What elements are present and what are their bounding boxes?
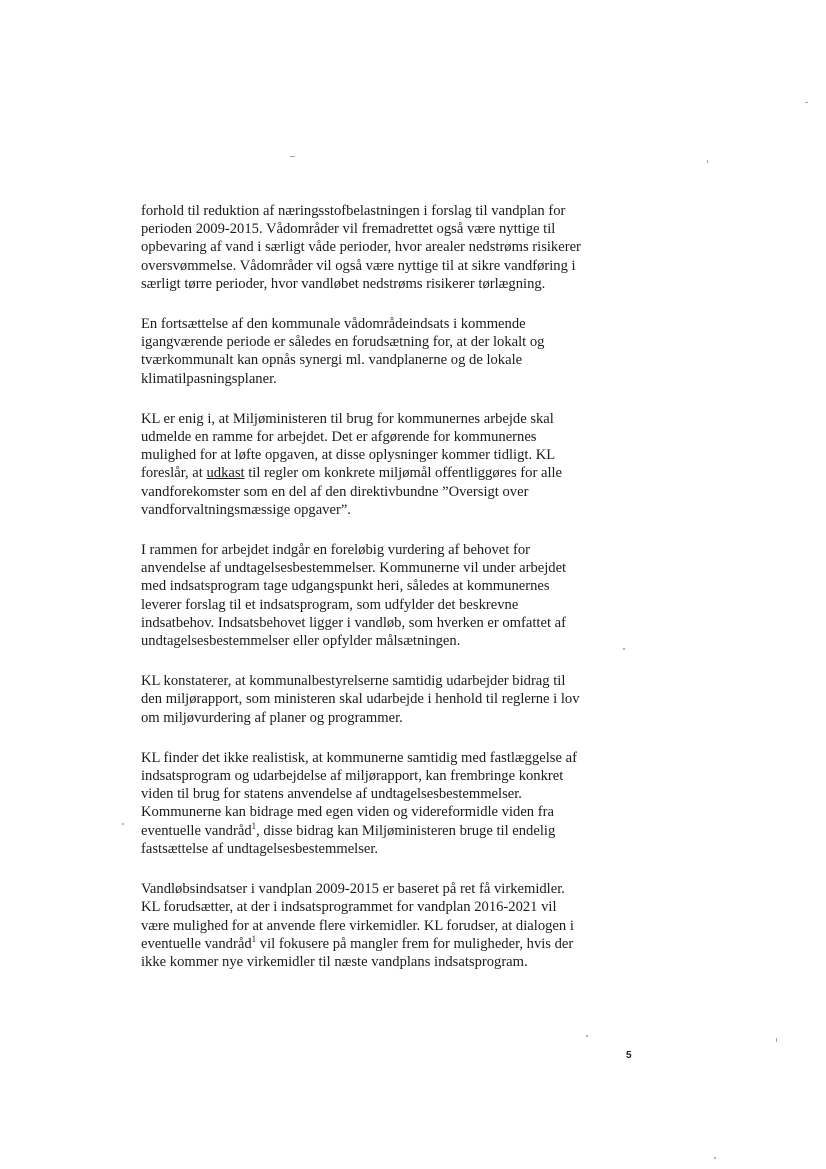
text-line: Vandløbsindsatser i vandplan 2009-2015 er baseret på ret få virkemidler. xyxy=(141,881,565,898)
text-line: oversvømmelse. Vådområder vil også være nyttige til at sikre vandføring i xyxy=(141,257,576,274)
text-line xyxy=(141,935,591,953)
page-number: 5 xyxy=(626,1050,632,1061)
text-line: klimatilpasningsplaner. xyxy=(141,370,277,387)
text-line xyxy=(141,822,591,840)
underlined-word: udkast xyxy=(206,465,245,482)
text-line: I rammen for arbejdet indgår en foreløbig vurdering af behovet for xyxy=(141,542,531,559)
footnote-ref: 1 xyxy=(251,820,257,831)
scan-speck xyxy=(707,160,708,163)
text-line: vandforvaltningsmæssige opgaver”. xyxy=(141,501,351,518)
scan-speck xyxy=(122,823,124,825)
text-segment: , disse bidrag kan Miljøministeren bruge til endelig xyxy=(256,822,556,839)
paragraph-environmental-report xyxy=(141,672,591,727)
text-line: udmelde en ramme for arbejdet. Det er afgørende for kommunernes xyxy=(141,429,537,446)
text-line: om miljøvurdering af planer og programmer. xyxy=(141,709,403,726)
text-segment: til regler om konkrete miljømål offentliggøres for alle xyxy=(244,465,563,482)
text-line: mulighed for at løfte opgaven, at disse oplysninger kommer tidligt. KL xyxy=(141,447,556,464)
body-text xyxy=(141,202,591,993)
text-segment: vil fokusere på mangler frem for muligheder, hvis der xyxy=(256,935,574,952)
text-line: den miljørapport, som ministeren skal udarbejde i henhold til reglerne i lov xyxy=(141,691,580,708)
text-line: KL konstaterer, at kommunalbestyrelserne samtidig udarbejder bidrag til xyxy=(141,673,566,690)
text-line: ikke kommer nye virkemidler til næste vandplans indsatsprogram. xyxy=(141,953,528,970)
scan-speck xyxy=(290,156,295,157)
text-line: opbevaring af vand i særligt våde perioder, hvor arealer nedstrøms risikerer xyxy=(141,239,581,256)
text-line: Kommunerne kan bidrage med egen viden og videreformidle viden fra xyxy=(141,804,554,821)
text-segment: eventuelle vandråd xyxy=(141,935,252,952)
text-line: leverer forslag til et indsatsprogram, som udfylder det beskrevne xyxy=(141,596,519,613)
text-line: tværkommunalt kan opnås synergi ml. vandplanerne og de lokale xyxy=(141,352,523,369)
scan-speck xyxy=(805,102,808,103)
text-line: forhold til reduktion af næringsstofbelastningen i forslag til vandplan for xyxy=(141,203,566,219)
text-line: KL finder det ikke realistisk, at kommunerne samtidig med fastlæggelse af xyxy=(141,749,577,766)
text-line: indsatbehov. Indsatsbehovet ligger i vandløb, som hverken er omfattet af xyxy=(141,614,566,631)
text-line: KL forudsætter, at der i indsatsprogrammet for vandplan 2016-2021 vil xyxy=(141,899,557,916)
paragraph-instruments xyxy=(141,880,591,971)
scan-speck xyxy=(623,648,625,650)
text-line: perioden 2009-2015. Vådområder vil fremadrettet også være nyttige til xyxy=(141,221,556,238)
text-line: fastsættelse af undtagelsesbestemmelser. xyxy=(141,840,379,857)
scan-speck xyxy=(776,1038,777,1042)
paragraph-wetland-continuation xyxy=(141,315,591,388)
text-line: med indsatsprogram tage udgangspunkt heri, således at kommunernes xyxy=(141,578,550,595)
text-line: En fortsættelse af den kommunale vådområdeindsats i kommende xyxy=(141,316,526,333)
footnote-ref: 1 xyxy=(251,933,257,944)
text-line: undtagelsesbestemmelser eller opfylder målsætningen. xyxy=(141,633,461,650)
paragraph-exemptions xyxy=(141,541,591,650)
paragraph-realism xyxy=(141,749,591,858)
paragraph-framework xyxy=(141,410,591,519)
text-line: særligt tørre perioder, hvor vandløbet nedstrøms risikerer tørlægning. xyxy=(141,275,546,292)
paragraph-wetland-benefits xyxy=(141,202,591,293)
text-segment: foreslår, at xyxy=(141,465,207,482)
text-line: være mulighed for at anvende flere virkemidler. KL forudser, at dialogen i xyxy=(141,917,574,934)
text-line xyxy=(141,464,591,482)
text-line: igangværende periode er således en forudsætning for, at der lokalt og xyxy=(141,334,545,351)
scan-speck xyxy=(586,1035,588,1037)
scan-speck xyxy=(714,1157,716,1159)
text-line: KL er enig i, at Miljøministeren til brug for kommunernes arbejde skal xyxy=(141,410,554,427)
text-line: indsatsprogram og udarbejdelse af miljørapport, kan frembringe konkret xyxy=(141,768,564,785)
text-line: viden til brug for statens anvendelse af undtagelsesbestemmelser. xyxy=(141,786,522,803)
text-line: vandforekomster som en del af den direktivbundne ”Oversigt over xyxy=(141,483,529,500)
text-segment: eventuelle vandråd xyxy=(141,822,252,839)
text-line: anvendelse af undtagelsesbestemmelser. Kommunerne vil under arbejdet xyxy=(141,560,567,577)
